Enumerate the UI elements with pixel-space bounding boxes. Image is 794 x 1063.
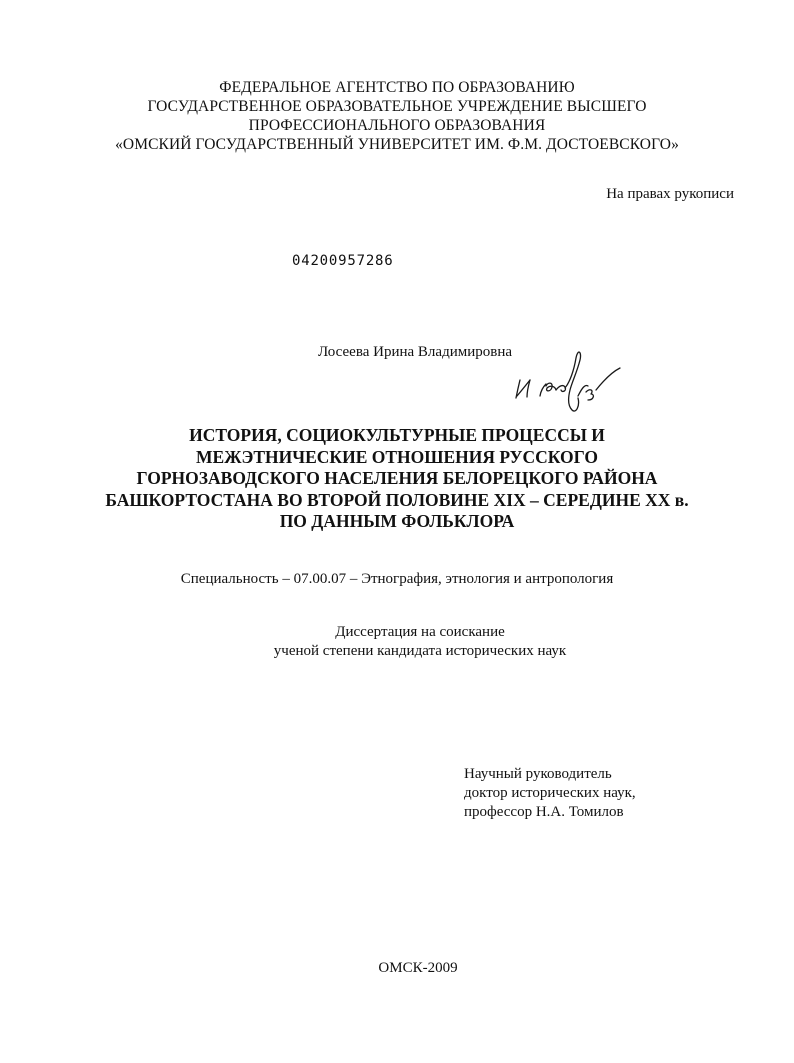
handwritten-signature-icon — [512, 340, 622, 420]
title-line: МЕЖЭТНИЧЕСКИЕ ОТНОШЕНИЯ РУССКОГО — [196, 446, 598, 467]
supervisor-line: Научный руководитель — [464, 766, 612, 782]
speciality-line: Специальность – 07.00.07 – Этнография, этнология и антропология — [180, 571, 614, 587]
header-line-education: ПРОФЕССИОНАЛЬНОГО ОБРАЗОВАНИЯ — [248, 117, 546, 134]
degree-line: ученой степени кандидата исторических наук — [273, 643, 567, 659]
dissertation-degree — [0, 623, 794, 661]
registry-number: 04200957286 — [292, 253, 394, 269]
supervisor-block — [464, 765, 636, 822]
city-year: ОМСК-2009 — [378, 960, 458, 976]
author-name: Лосеева Ирина Владимировна — [318, 344, 513, 360]
degree-line: Диссертация на соискание — [335, 624, 505, 640]
institution-header — [0, 78, 794, 154]
rights-note: На правах рукописи — [606, 186, 734, 202]
header-line-institution: ГОСУДАРСТВЕННОЕ ОБРАЗОВАТЕЛЬНОЕ УЧРЕЖДЕНИЕ ВЫСШЕГО — [147, 98, 647, 115]
title-line: ГОРНОЗАВОДСКОГО НАСЕЛЕНИЯ БЕЛОРЕЦКОГО РАЙОНА — [136, 468, 658, 488]
title-line: ПО ДАННЫМ ФОЛЬКЛОРА — [279, 511, 515, 531]
title-line: БАШКОРТОСТАНА ВО ВТОРОЙ ПОЛОВИНЕ XIX – СЕРЕДИНЕ XX в. — [105, 489, 689, 510]
supervisor-line: профессор Н.А. Томилов — [464, 804, 624, 820]
dissertation-title — [0, 425, 794, 533]
title-line: ИСТОРИЯ, СОЦИОКУЛЬТУРНЫЕ ПРОЦЕССЫ И — [189, 425, 605, 445]
supervisor-line: доктор исторических наук, — [464, 785, 636, 801]
header-line-university: «ОМСКИЙ ГОСУДАРСТВЕННЫЙ УНИВЕРСИТЕТ ИМ. Ф.М. ДОСТОЕВСКОГО» — [115, 136, 679, 153]
header-line-agency: ФЕДЕРАЛЬНОЕ АГЕНТСТВО ПО ОБРАЗОВАНИЮ — [219, 79, 575, 96]
